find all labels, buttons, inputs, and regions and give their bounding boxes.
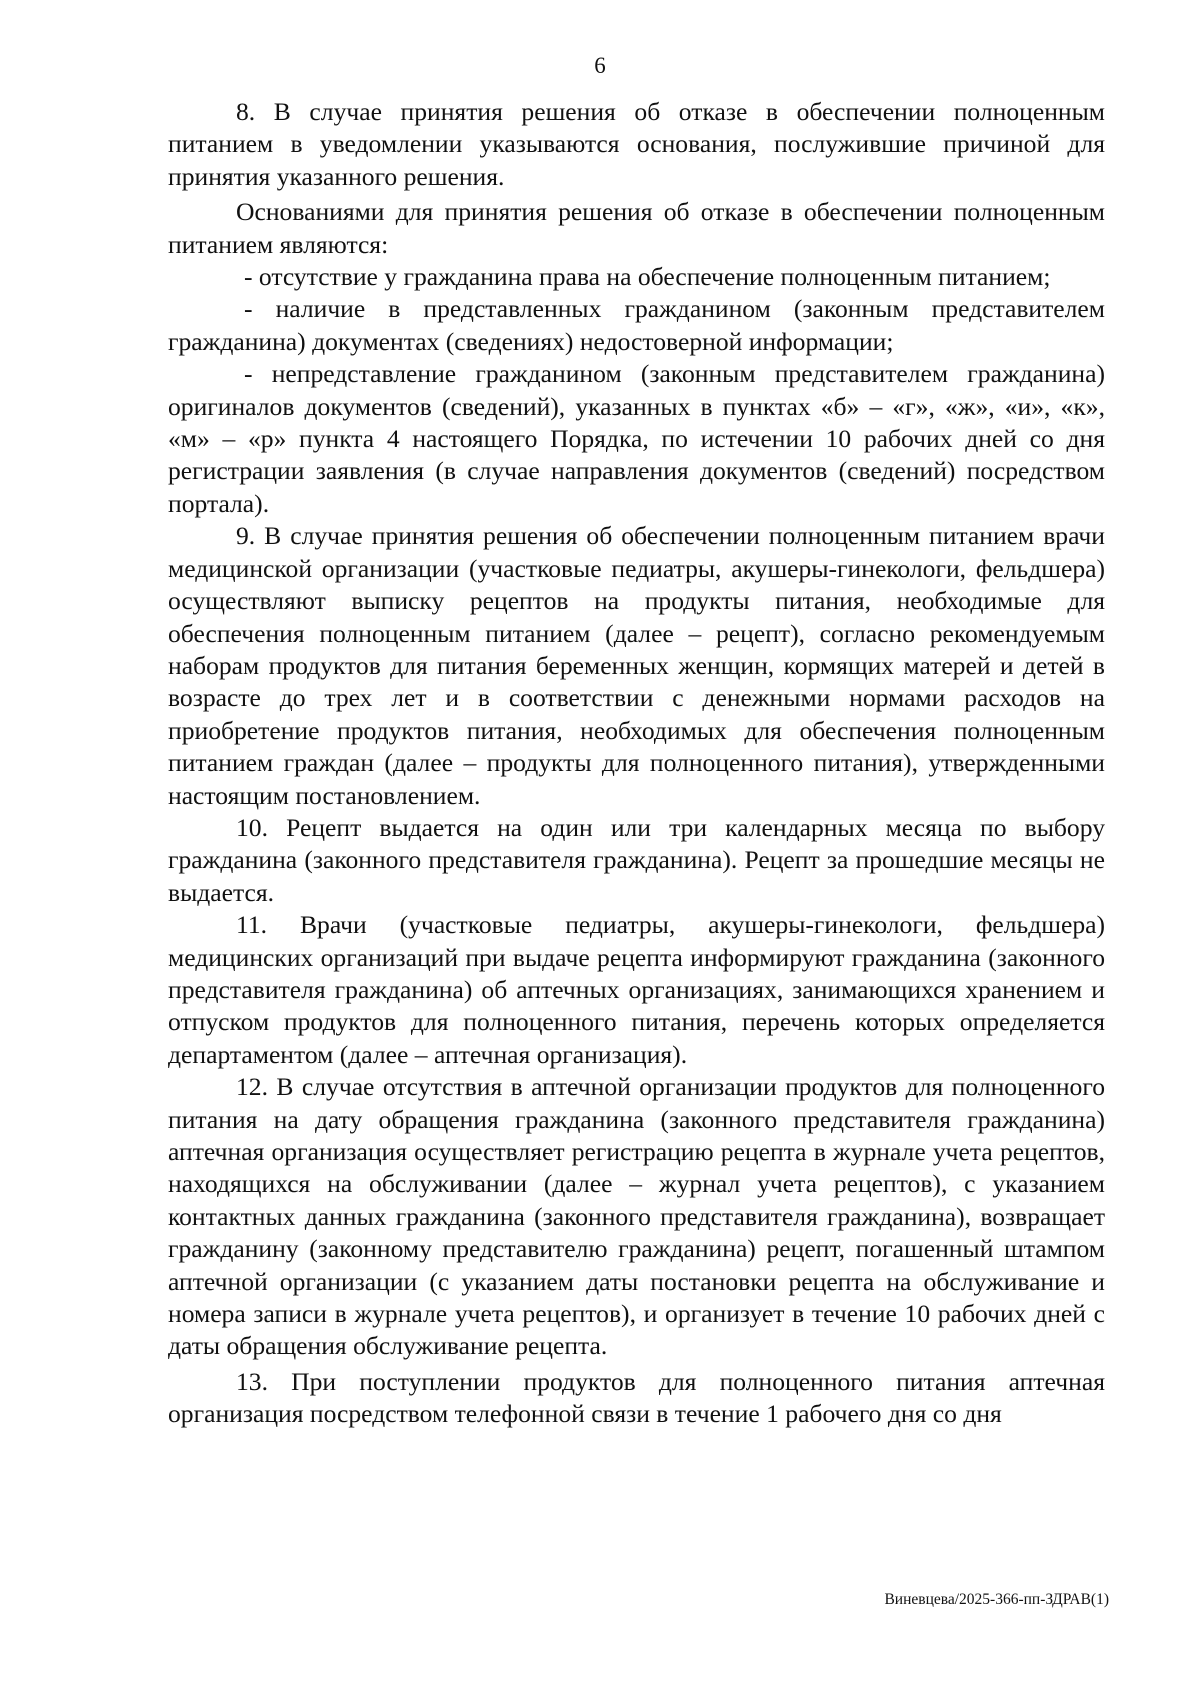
paragraph-12: 12. В случае отсутствия в аптечной организации продуктов для полноценного питания на дату обращения гражданина (законного представителя гражданина) аптечная организация осуществляет регистрацию рецепта в журнале учета рецептов, находящихся на обслуживании (далее – журнал учета рецептов), с указанием контактных данных гражданина (законного представителя гражданина), возвращает гражданину (законному представителю гражданина) рецепт, погашенный штампом аптечной организации (с указанием даты постановки рецепта на обслуживание и номера записи в журнале учета рецептов), и организует в течение 10 рабочих дней с даты обращения обслуживание рецепта.: [168, 1072, 1105, 1361]
paragraph-11: 11. Врачи (участковые педиатры, акушеры-гинекологи, фельдшера) медицинских организаций при выдаче рецепта информируют гражданина (законного представителя гражданина) об аптечных организациях, занимающихся хранением и отпуском продуктов для полноценного питания, перечень которых определяется департаментом (далее – аптечная организация).: [168, 910, 1105, 1069]
paragraph-9: 9. В случае принятия решения об обеспечении полноценным питанием врачи медицинской организации (участковые педиатры, акушеры-гинекологи, фельдшера) осуществляют выписку рецептов на продукты питания, необходимые для обеспечения полноценным питанием (далее – рецепт), согласно рекомендуемым наборам продуктов для питания беременных женщин, кормящих матерей и детей в возрасте до трех лет и в соответствии с денежными нормами расходов на приобретение продуктов питания, необходимых для обеспечения полноценным питанием граждан (далее – продукты для полноценного питания), утвержденными настоящим постановлением.: [168, 521, 1105, 810]
document-body: [168, 96, 1105, 1431]
paragraph-10: 10. Рецепт выдается на один или три календарных месяца по выбору гражданина (законного представителя гражданина). Рецепт за прошедшие месяцы не выдается.: [168, 812, 1105, 907]
list-item-no-right: - отсутствие у гражданина права на обеспечение полноценным питанием;: [244, 262, 1051, 292]
page-number: 6: [594, 53, 606, 78]
list-item-no-originals: - непредставление гражданином (законным представителем гражданина) оригиналов документов (сведений), указанных в пунктах «б» – «г», «ж», «и», «к», «м» – «р» пункта 4 настоящего Порядка, по истечении 10 рабочих дней со дня регистрации заявления (в случае направления документов (сведений) посредством портала).: [168, 359, 1105, 518]
list-item-false-info: - наличие в представленных гражданином (законным представителем гражданина) документах (сведениях) недостоверной информации;: [168, 294, 1105, 356]
document-registration-code: Виневцева/2025-366-пп-ЗДРАВ(1): [884, 1591, 1109, 1608]
paragraph-grounds-intro: Основаниями для принятия решения об отказе в обеспечении полноценным питанием являются:: [168, 197, 1105, 259]
paragraph-8: 8. В случае принятия решения об отказе в обеспечении полноценным питанием в уведомлении указываются основания, послужившие причиной для принятия указанного решения.: [168, 97, 1105, 191]
paragraph-13: 13. При поступлении продуктов для полноценного питания аптечная организация посредством телефонной связи в течение 1 рабочего дня со дня: [168, 1366, 1105, 1429]
